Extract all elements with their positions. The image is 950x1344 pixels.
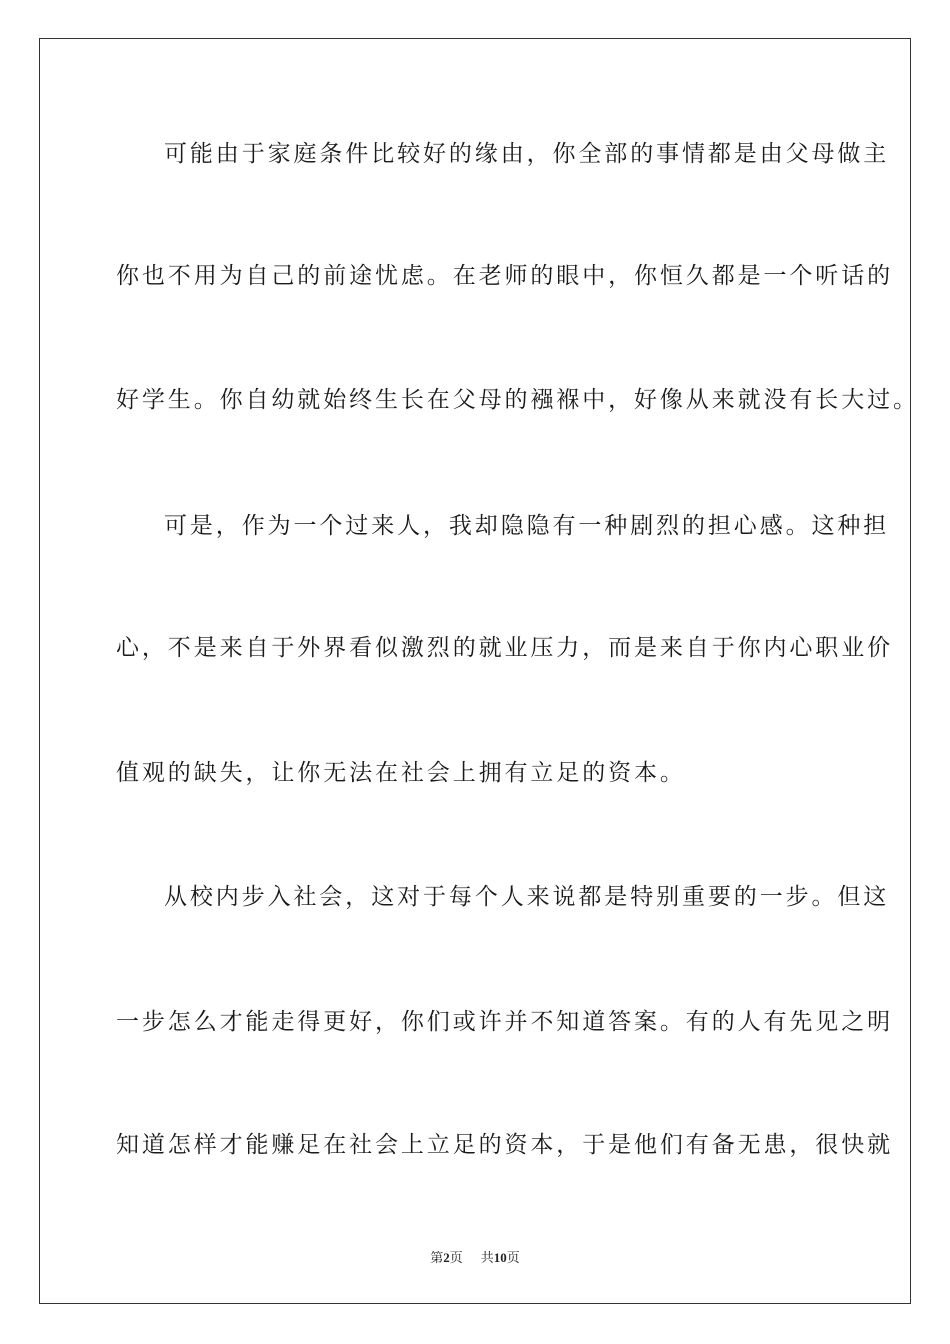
total-label-suffix: 页 <box>506 1250 520 1265</box>
paragraph-2-line-3: 值观的缺失，让你无法在社会上拥有立足的资本。 <box>116 760 686 786</box>
paragraph-3-line-1: 从校内步入社会，这对于每个人来说都是特别重要的一步。但这 <box>164 884 890 910</box>
paragraph-1-line-1: 可能由于家庭条件比较好的缘由，你全部的事情都是由父母做主 <box>164 141 890 167</box>
paragraph-1-line-2: 你也不用为自己的前途忧虑。在老师的眼中，你恒久都是一个听话的 <box>116 263 893 289</box>
page-footer <box>0 1247 950 1266</box>
page-label-suffix: 页 <box>449 1250 463 1265</box>
total-pages-number: 10 <box>493 1250 507 1265</box>
page-border <box>39 38 919 1304</box>
paragraph-3-line-2: 一步怎么才能走得更好，你们或许并不知道答案。有的人有先见之明 <box>116 1009 893 1035</box>
paragraph-3-line-3: 知道怎样才能赚足在社会上立足的资本，于是他们有备无患，很快就 <box>116 1132 893 1158</box>
page-label-prefix: 第 <box>430 1250 444 1265</box>
paragraph-2-line-1: 可是，作为一个过来人，我却隐隐有一种剧烈的担心感。这种担 <box>164 513 890 539</box>
paragraph-1-line-3: 好学生。你自幼就始终生长在父母的襁褓中，好像从来就没有长大过。 <box>116 387 919 413</box>
current-page-number: 2 <box>443 1250 450 1265</box>
total-label-prefix: 共 <box>480 1250 494 1265</box>
paragraph-2-line-2: 心，不是来自于外界看似激烈的就业压力，而是来自于你内心职业价 <box>116 635 893 661</box>
